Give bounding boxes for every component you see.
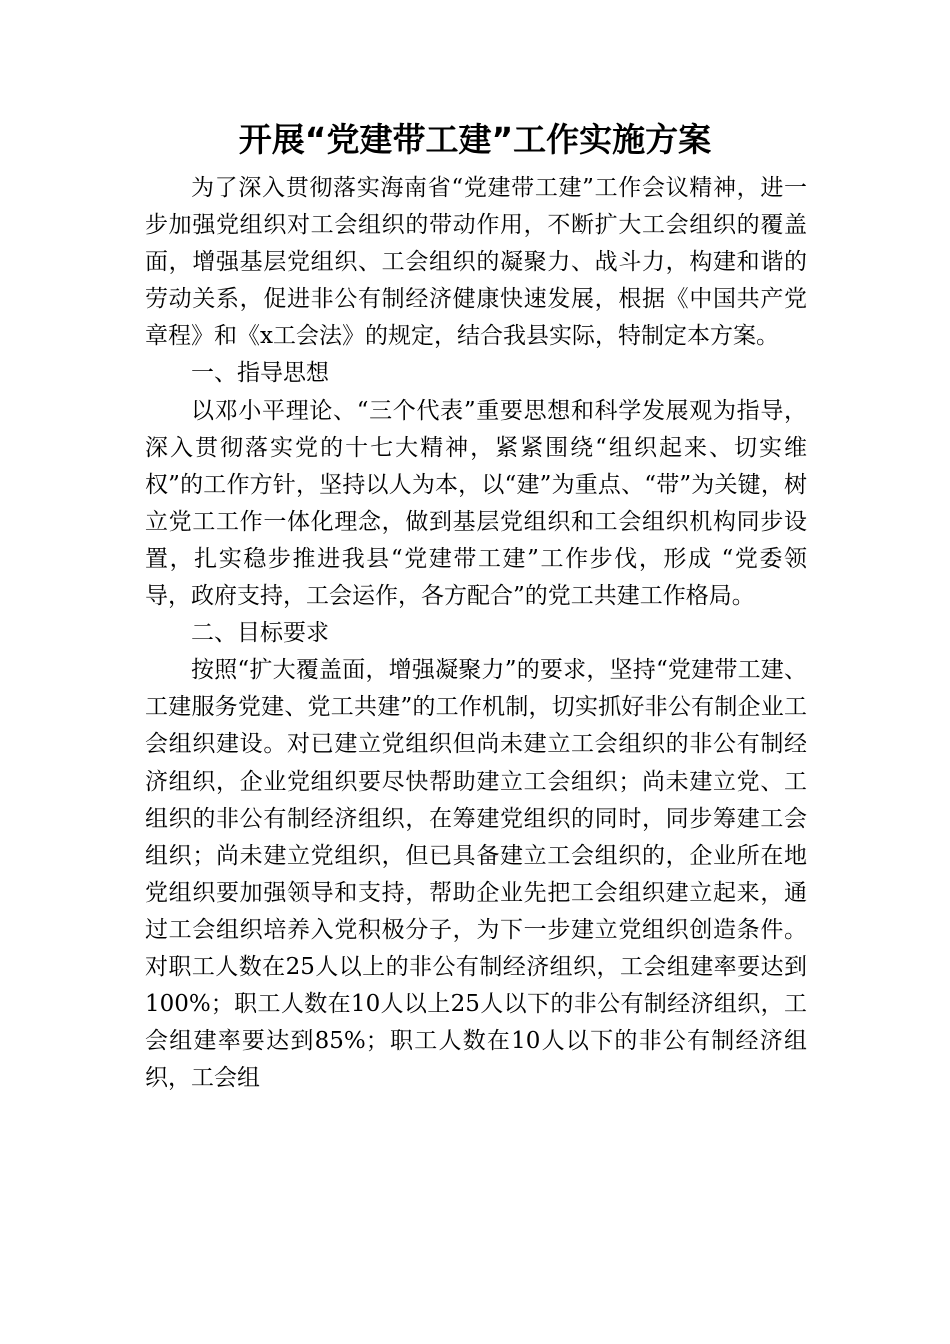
document-body <box>145 170 807 1097</box>
section-heading-goals: 二、目标要求 <box>191 620 329 647</box>
document-title: 开展“党建带工建”工作实施方案 <box>238 120 712 159</box>
goals-paragraph: 按照“扩大覆盖面，增强凝聚力”的要求，坚持“党建带工建、工建服务党建、党工共建”的工作机制，切实抓好非公有制企业工会组织建设。对已建立党组织但尚未建立工会组织的非公有制经济组织，企业党组织要尽快帮助建立工会组织；尚未建立党、工组织的非公有制经济组织，在筹建党组织的同时，同步筹建工会组织；尚未建立党组织，但已具备建立工会组织的，企业所在地党组织要加强领导和支持，帮助企业先把工会组织建立起来，通过工会组织培养入党积极分子，为下一步建立党组织创造条件。对职工人数在25人以上的非公有制经济组织，工会组建率要达到100%；职工人数在10人以上25人以下的非公有制经济组织，工会组建率要达到85%；职工人数在10人以下的非公有制经济组织，工会组 <box>145 657 807 1092</box>
guiding-ideology-paragraph: 以邓小平理论、“三个代表”重要思想和科学发展观为指导，深入贯彻落实党的十七大精神，紧紧围绕“组织起来、切实维权”的工作方针，坚持以人为本，以“建”为重点、“带”为关键，树立党工工作一体化理念，做到基层党组织和工会组织机构同步设置，扎实稳步推进我县“党建带工建”工作步伐，形成 “党委领导，政府支持，工会运作，各方配合”的党工共建工作格局。 <box>145 397 807 610</box>
intro-paragraph: 为了深入贯彻落实海南省“党建带工建”工作会议精神，进一步加强党组织对工会组织的带动作用，不断扩大工会组织的覆盖面，增强基层党组织、工会组织的凝聚力、战斗力，构建和谐的劳动关系，促进非公有制经济健康快速发展，根据《中国共产党章程》和《x工会法》的规定，结合我县实际，特制定本方案。 <box>145 175 807 350</box>
section-heading-guiding-ideology: 一、指导思想 <box>191 360 329 387</box>
